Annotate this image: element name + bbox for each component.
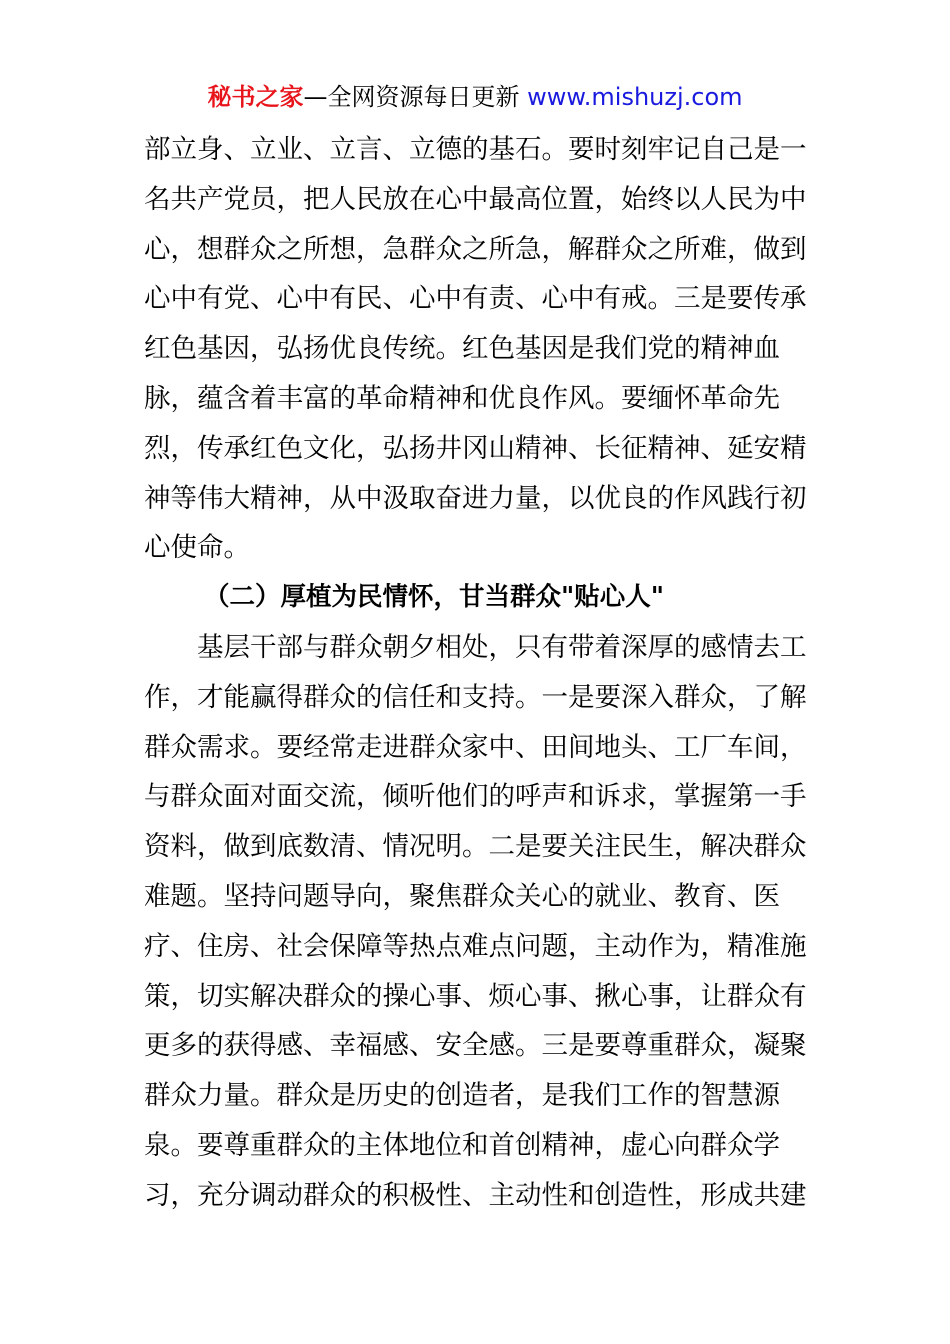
paragraph-line: 神等伟大精神，从中汲取奋进力量，以优良的作风践行初	[144, 482, 807, 514]
paragraph-line: 更多的获得感、幸福感、安全感。三是要尊重群众，凝聚	[144, 1030, 807, 1062]
paragraph-line: 资料，做到底数清、情况明。二是要关注民生，解决群众	[144, 831, 807, 863]
paragraph-line: 部立身、立业、立言、立德的基石。要时刻牢记自己是一	[144, 134, 807, 165]
paragraph-line: 疗、住房、社会保障等热点难点问题，主动作为，精准施	[144, 930, 807, 962]
paragraph-line: 群众需求。要经常走进群众家中、田间地头、工厂车间，	[144, 731, 807, 763]
paragraph-line: 心中有党、心中有民、心中有责、心中有戒。三是要传承	[144, 283, 807, 315]
paragraph-line: 心使命。	[144, 532, 250, 564]
site-tagline: —全网资源每日更新	[303, 83, 528, 111]
paragraph-line: 作，才能赢得群众的信任和支持。一是要深入群众，了解	[144, 681, 807, 713]
paragraph-line: 心，想群众之所想，急群众之所急，解群众之所难，做到	[144, 233, 807, 265]
paragraph-line: 泉。要尊重群众的主体地位和首创精神，虚心向群众学	[144, 1129, 780, 1161]
site-header	[0, 80, 950, 114]
paragraph-line: 名共产党员，把人民放在心中最高位置，始终以人民为中	[144, 183, 807, 215]
paragraph-line: 脉，蕴含着丰富的革命精神和优良作风。要缅怀革命先	[144, 382, 780, 414]
paragraph-line: 烈，传承红色文化，弘扬井冈山精神、长征精神、延安精	[144, 432, 807, 464]
site-brand: 秘书之家	[207, 83, 304, 111]
document-body	[144, 125, 808, 1221]
paragraph-line: 习，充分调动群众的积极性、主动性和创造性，形成共建	[144, 1179, 807, 1211]
paragraph-line: 红色基因，弘扬优良传统。红色基因是我们党的精神血	[144, 333, 780, 365]
paragraph-line: 群众力量。群众是历史的创造者，是我们工作的智慧源	[144, 1080, 780, 1112]
paragraph-line: 难题。坚持问题导向，聚焦群众关心的就业、教育、医	[144, 880, 780, 912]
paragraph-line: 策，切实解决群众的操心事、烦心事、揪心事，让群众有	[144, 980, 807, 1012]
section-heading: （二）厚植为民情怀，甘当群众"贴心人"	[204, 582, 665, 613]
paragraph-line: 与群众面对面交流，倾听他们的呼声和诉求，掌握第一手	[144, 781, 807, 813]
paragraph-line: 基层干部与群众朝夕相处，只有带着深厚的感情去工	[197, 631, 807, 663]
site-url-link[interactable]: www.mishuzj.com	[527, 83, 743, 111]
